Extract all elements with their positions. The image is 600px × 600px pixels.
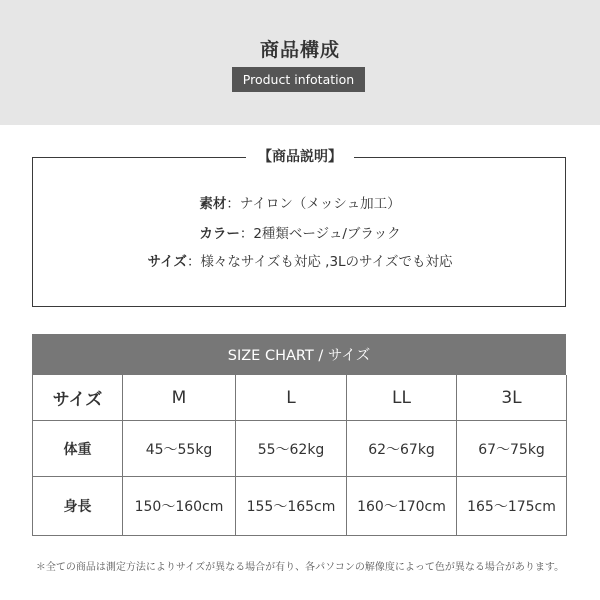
row-label-height: 身長 [33,477,123,536]
disclaimer-note: ＊全ての商品は測定方法によりサイズが異なる場合が有り、各パソコンの解像度によって色が異なる場合があります。 [35,562,565,573]
table-cell: 150～160cm [123,477,236,536]
color-label: カラー [199,226,240,242]
table-cell: LL [347,375,457,421]
page-title: 商品構成 [259,39,340,61]
table-cell: 165～175cm [457,477,567,536]
size-value: ：様々なサイズも対応 ,3Lのサイズでも対応 [186,254,453,270]
size-chart-heading: SIZE CHART / サイズ [32,334,566,375]
description-title [0,146,600,166]
table-cell: 67～75kg [457,421,567,477]
table-cell: 3L [457,375,567,421]
header-banner [0,0,600,125]
table-cell: M [123,375,236,421]
description-title-text: 【商品説明】 [246,149,354,165]
color-value: ：2種類ベージュ/ブラック [239,226,401,242]
row-label-weight: 体重 [33,421,123,477]
table-cell: L [236,375,347,421]
product-info-badge: Product infotation [232,67,365,92]
table-cell: 160～170cm [347,477,457,536]
table-cell: 45～55kg [123,421,236,477]
table-cell: 62～67kg [347,421,457,477]
material-value: ：ナイロン（メッシュ加工） [226,196,401,212]
color-line [0,222,600,242]
table-cell: 155～165cm [236,477,347,536]
material-label: 素材 [199,196,227,212]
size-label: サイズ [147,254,187,270]
table-row-size [33,375,567,421]
table-row-weight [33,421,567,477]
size-line [0,250,600,270]
size-chart-table [32,375,567,536]
material-line [0,192,600,212]
row-label-size: サイズ [33,375,123,421]
table-cell: 55～62kg [236,421,347,477]
table-row-height [33,477,567,536]
